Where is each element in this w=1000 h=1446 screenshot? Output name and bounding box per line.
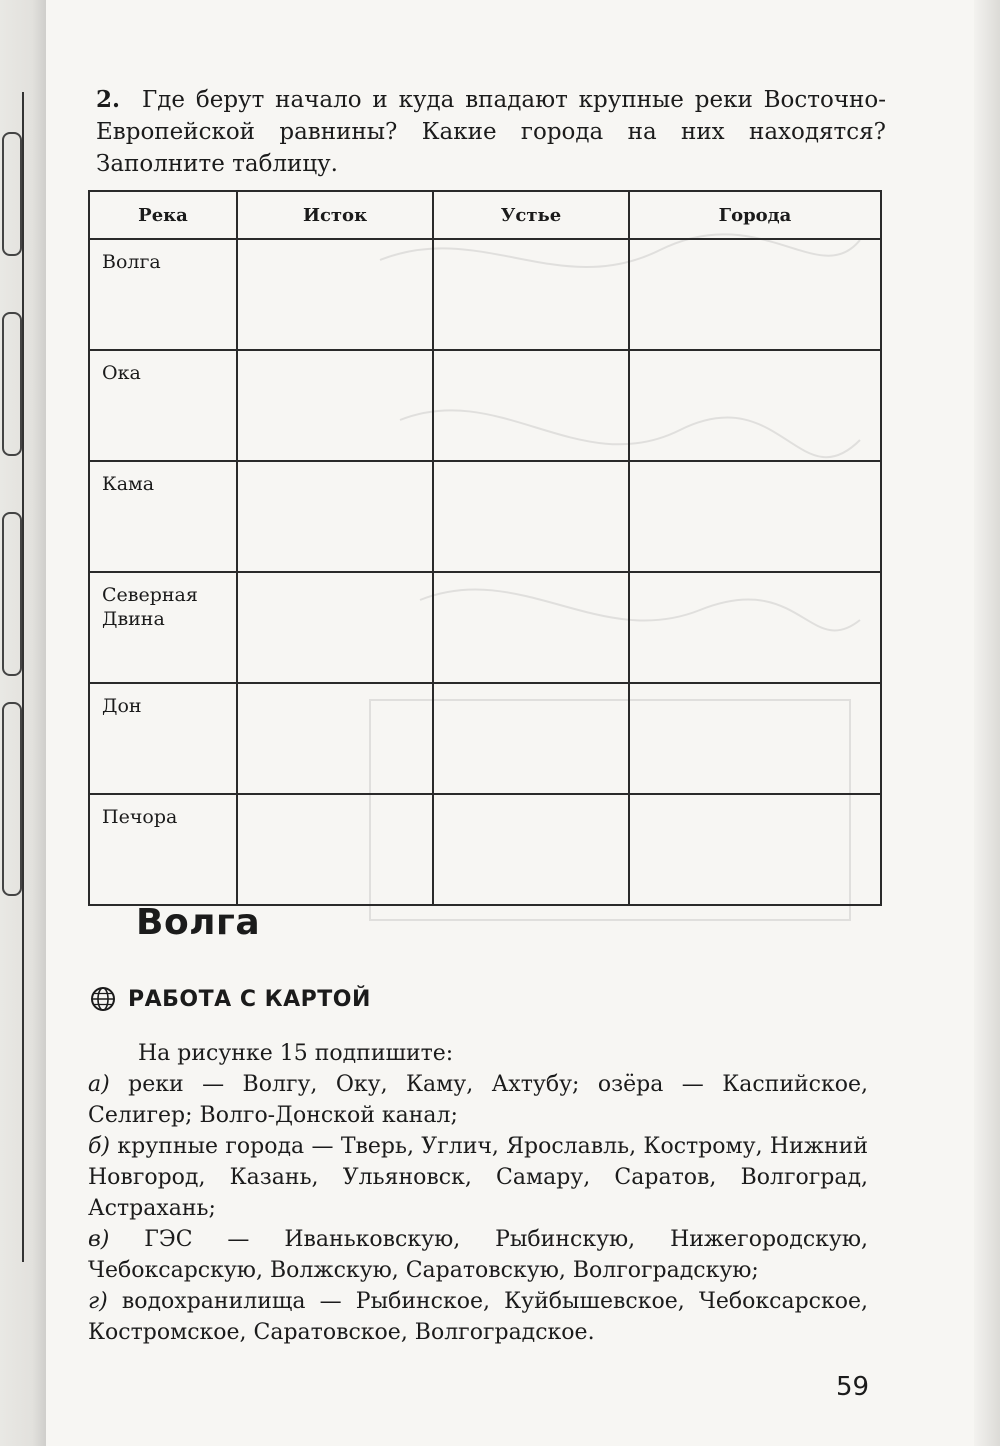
item-marker: г) bbox=[88, 1289, 108, 1314]
cities-cell[interactable] bbox=[629, 461, 881, 572]
source-cell[interactable] bbox=[237, 683, 433, 794]
mouth-cell[interactable] bbox=[433, 461, 629, 572]
map-work-heading bbox=[90, 986, 371, 1012]
river-name: Дон bbox=[89, 683, 237, 794]
source-cell[interactable] bbox=[237, 572, 433, 683]
mouth-cell[interactable] bbox=[433, 683, 629, 794]
page-number: 59 bbox=[836, 1372, 870, 1402]
list-item bbox=[88, 1069, 868, 1131]
header-source: Исток bbox=[237, 191, 433, 239]
header-river: Река bbox=[89, 191, 237, 239]
item-text: ГЭС — Иваньковскую, Рыбинскую, Нижегородскую, Чебоксарскую, Волжскую, Саратовскую, Волгоградскую; bbox=[88, 1227, 868, 1283]
cities-cell[interactable] bbox=[629, 350, 881, 461]
table-row bbox=[89, 350, 881, 461]
item-text: крупные города — Тверь, Углич, Ярославль, Кострому, Нижний Новгород, Казань, Ульяновск, Самару, Саратов, Волгоград, Астрахань; bbox=[88, 1134, 869, 1221]
section-title: Волга bbox=[136, 902, 261, 943]
mouth-cell[interactable] bbox=[433, 794, 629, 905]
mouth-cell[interactable] bbox=[433, 350, 629, 461]
list-item bbox=[88, 1286, 868, 1348]
cities-cell[interactable] bbox=[629, 239, 881, 350]
table-row bbox=[89, 794, 881, 905]
item-text: водохранилища — Рыбинское, Куйбышевское, Чебоксарское, Костромское, Саратовское, Волгоградское. bbox=[88, 1289, 868, 1345]
header-cities: Города bbox=[629, 191, 881, 239]
list-item bbox=[88, 1224, 868, 1286]
header-mouth: Устье bbox=[433, 191, 629, 239]
river-name: Печора bbox=[89, 794, 237, 905]
table-header-row bbox=[89, 191, 881, 239]
source-cell[interactable] bbox=[237, 461, 433, 572]
table-row bbox=[89, 461, 881, 572]
item-marker: в) bbox=[88, 1227, 110, 1252]
mouth-cell[interactable] bbox=[433, 572, 629, 683]
map-work-title: РАБОТА С КАРТОЙ bbox=[128, 986, 371, 1012]
task-number: 2. bbox=[96, 86, 121, 113]
map-work-instructions bbox=[88, 1038, 868, 1348]
instructions-lead: На рисунке 15 подпишите: bbox=[138, 1041, 454, 1066]
page-edge-right bbox=[974, 0, 1000, 1446]
river-name: Северная Двина bbox=[89, 572, 237, 683]
cities-cell[interactable] bbox=[629, 683, 881, 794]
river-name: Кама bbox=[89, 461, 237, 572]
mouth-cell[interactable] bbox=[433, 239, 629, 350]
river-name: Ока bbox=[89, 350, 237, 461]
river-name: Волга bbox=[89, 239, 237, 350]
cities-cell[interactable] bbox=[629, 794, 881, 905]
source-cell[interactable] bbox=[237, 350, 433, 461]
facing-page-edge bbox=[0, 92, 24, 1262]
rivers-table bbox=[88, 190, 882, 906]
item-marker: а) bbox=[88, 1072, 110, 1097]
cities-cell[interactable] bbox=[629, 572, 881, 683]
table-row bbox=[89, 572, 881, 683]
source-cell[interactable] bbox=[237, 239, 433, 350]
task-text: Где берут начало и куда впадают крупные реки Восточно-Европейской равнины? Какие города на них находятся? Заполните таблицу. bbox=[96, 87, 886, 177]
globe-icon bbox=[90, 986, 116, 1012]
item-text: реки — Волгу, Оку, Каму, Ахтубу; озёра — Каспийское, Селигер; Волго-Донской канал; bbox=[88, 1072, 868, 1128]
source-cell[interactable] bbox=[237, 794, 433, 905]
task-2 bbox=[96, 84, 886, 180]
item-marker: б) bbox=[88, 1134, 111, 1159]
list-item bbox=[88, 1131, 868, 1224]
table-row bbox=[89, 239, 881, 350]
table-row bbox=[89, 683, 881, 794]
